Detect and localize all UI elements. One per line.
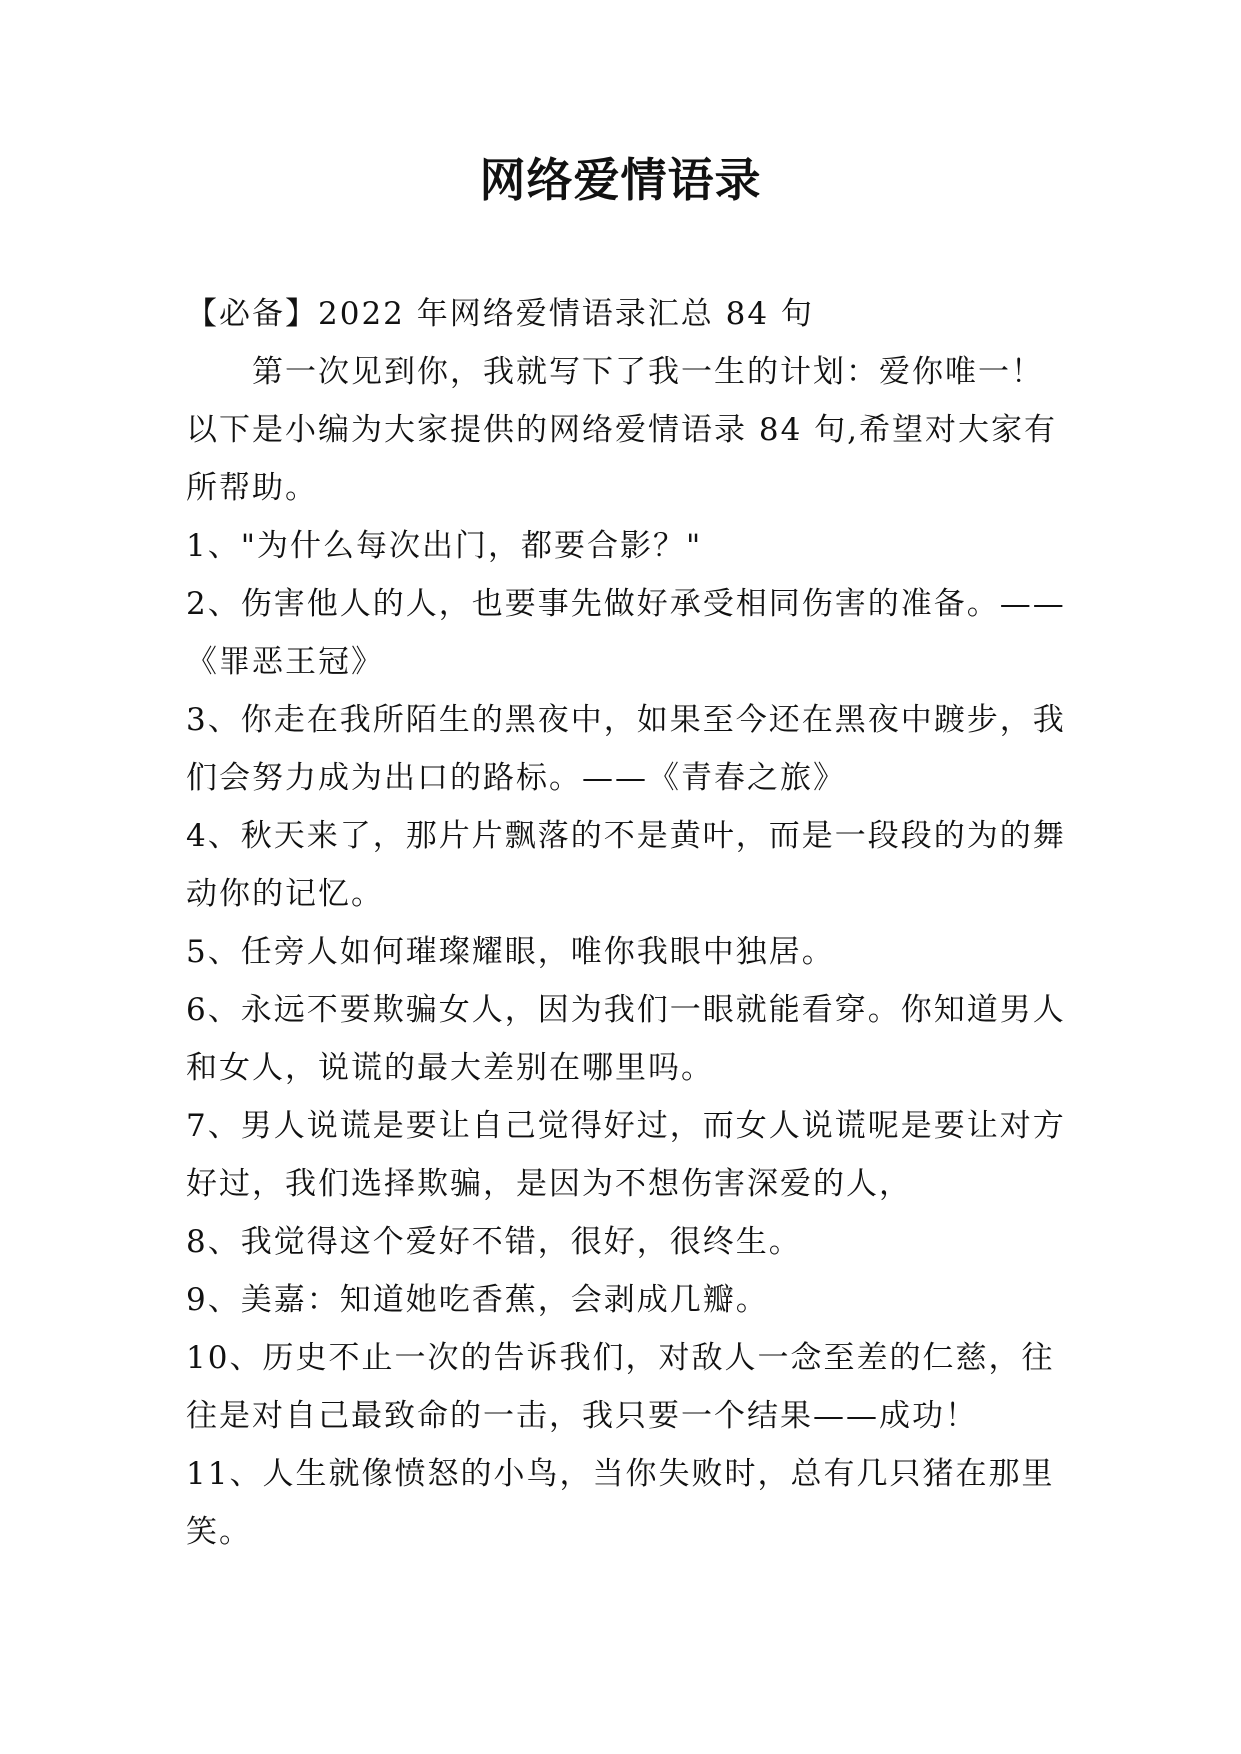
quote-item-3: 3、你走在我所陌生的黑夜中，如果至今还在黑夜中踱步，我们会努力成为出口的路标。——《青春之旅》 — [186, 702, 1066, 796]
document-title: 网络爱情语录 — [479, 153, 762, 207]
document-heading: 【必备】2022 年网络爱情语录汇总 84 句 — [186, 296, 814, 332]
quote-item-2: 2、伤害他人的人，也要事先做好承受相同伤害的准备。——《罪恶王冠》 — [186, 586, 1066, 680]
quote-item-7: 7、男人说谎是要让自己觉得好过，而女人说谎呢是要让对方好过，我们选择欺骗，是因为不想伤害深爱的人， — [186, 1108, 1066, 1202]
document-body — [186, 285, 1066, 1561]
quote-item-1: 1、"为什么每次出门，都要合影？" — [186, 528, 703, 564]
quote-item-10: 10、历史不止一次的告诉我们，对敌人一念至差的仁慈，往往是对自己最致命的一击，我只要一个结果——成功！ — [186, 1340, 1055, 1434]
quote-item-8: 8、我觉得这个爱好不错，很好，很终生。 — [186, 1224, 802, 1260]
quote-item-4: 4、秋天来了，那片片飘落的不是黄叶，而是一段段的为的舞动你的记忆。 — [186, 818, 1066, 912]
quote-item-11: 11、人生就像愤怒的小鸟，当你失败时，总有几只猪在那里笑。 — [186, 1456, 1055, 1550]
quote-item-9: 9、美嘉：知道她吃香蕉，会剥成几瓣。 — [186, 1282, 769, 1318]
quote-item-6: 6、永远不要欺骗女人，因为我们一眼就能看穿。你知道男人和女人，说谎的最大差别在哪里吗。 — [186, 992, 1066, 1086]
quote-item-5: 5、任旁人如何璀璨耀眼，唯你我眼中独居。 — [186, 934, 835, 970]
intro-paragraph: 第一次见到你，我就写下了我一生的计划：爱你唯一！以下是小编为大家提供的网络爱情语录 84 句,希望对大家有所帮助。 — [186, 354, 1058, 506]
